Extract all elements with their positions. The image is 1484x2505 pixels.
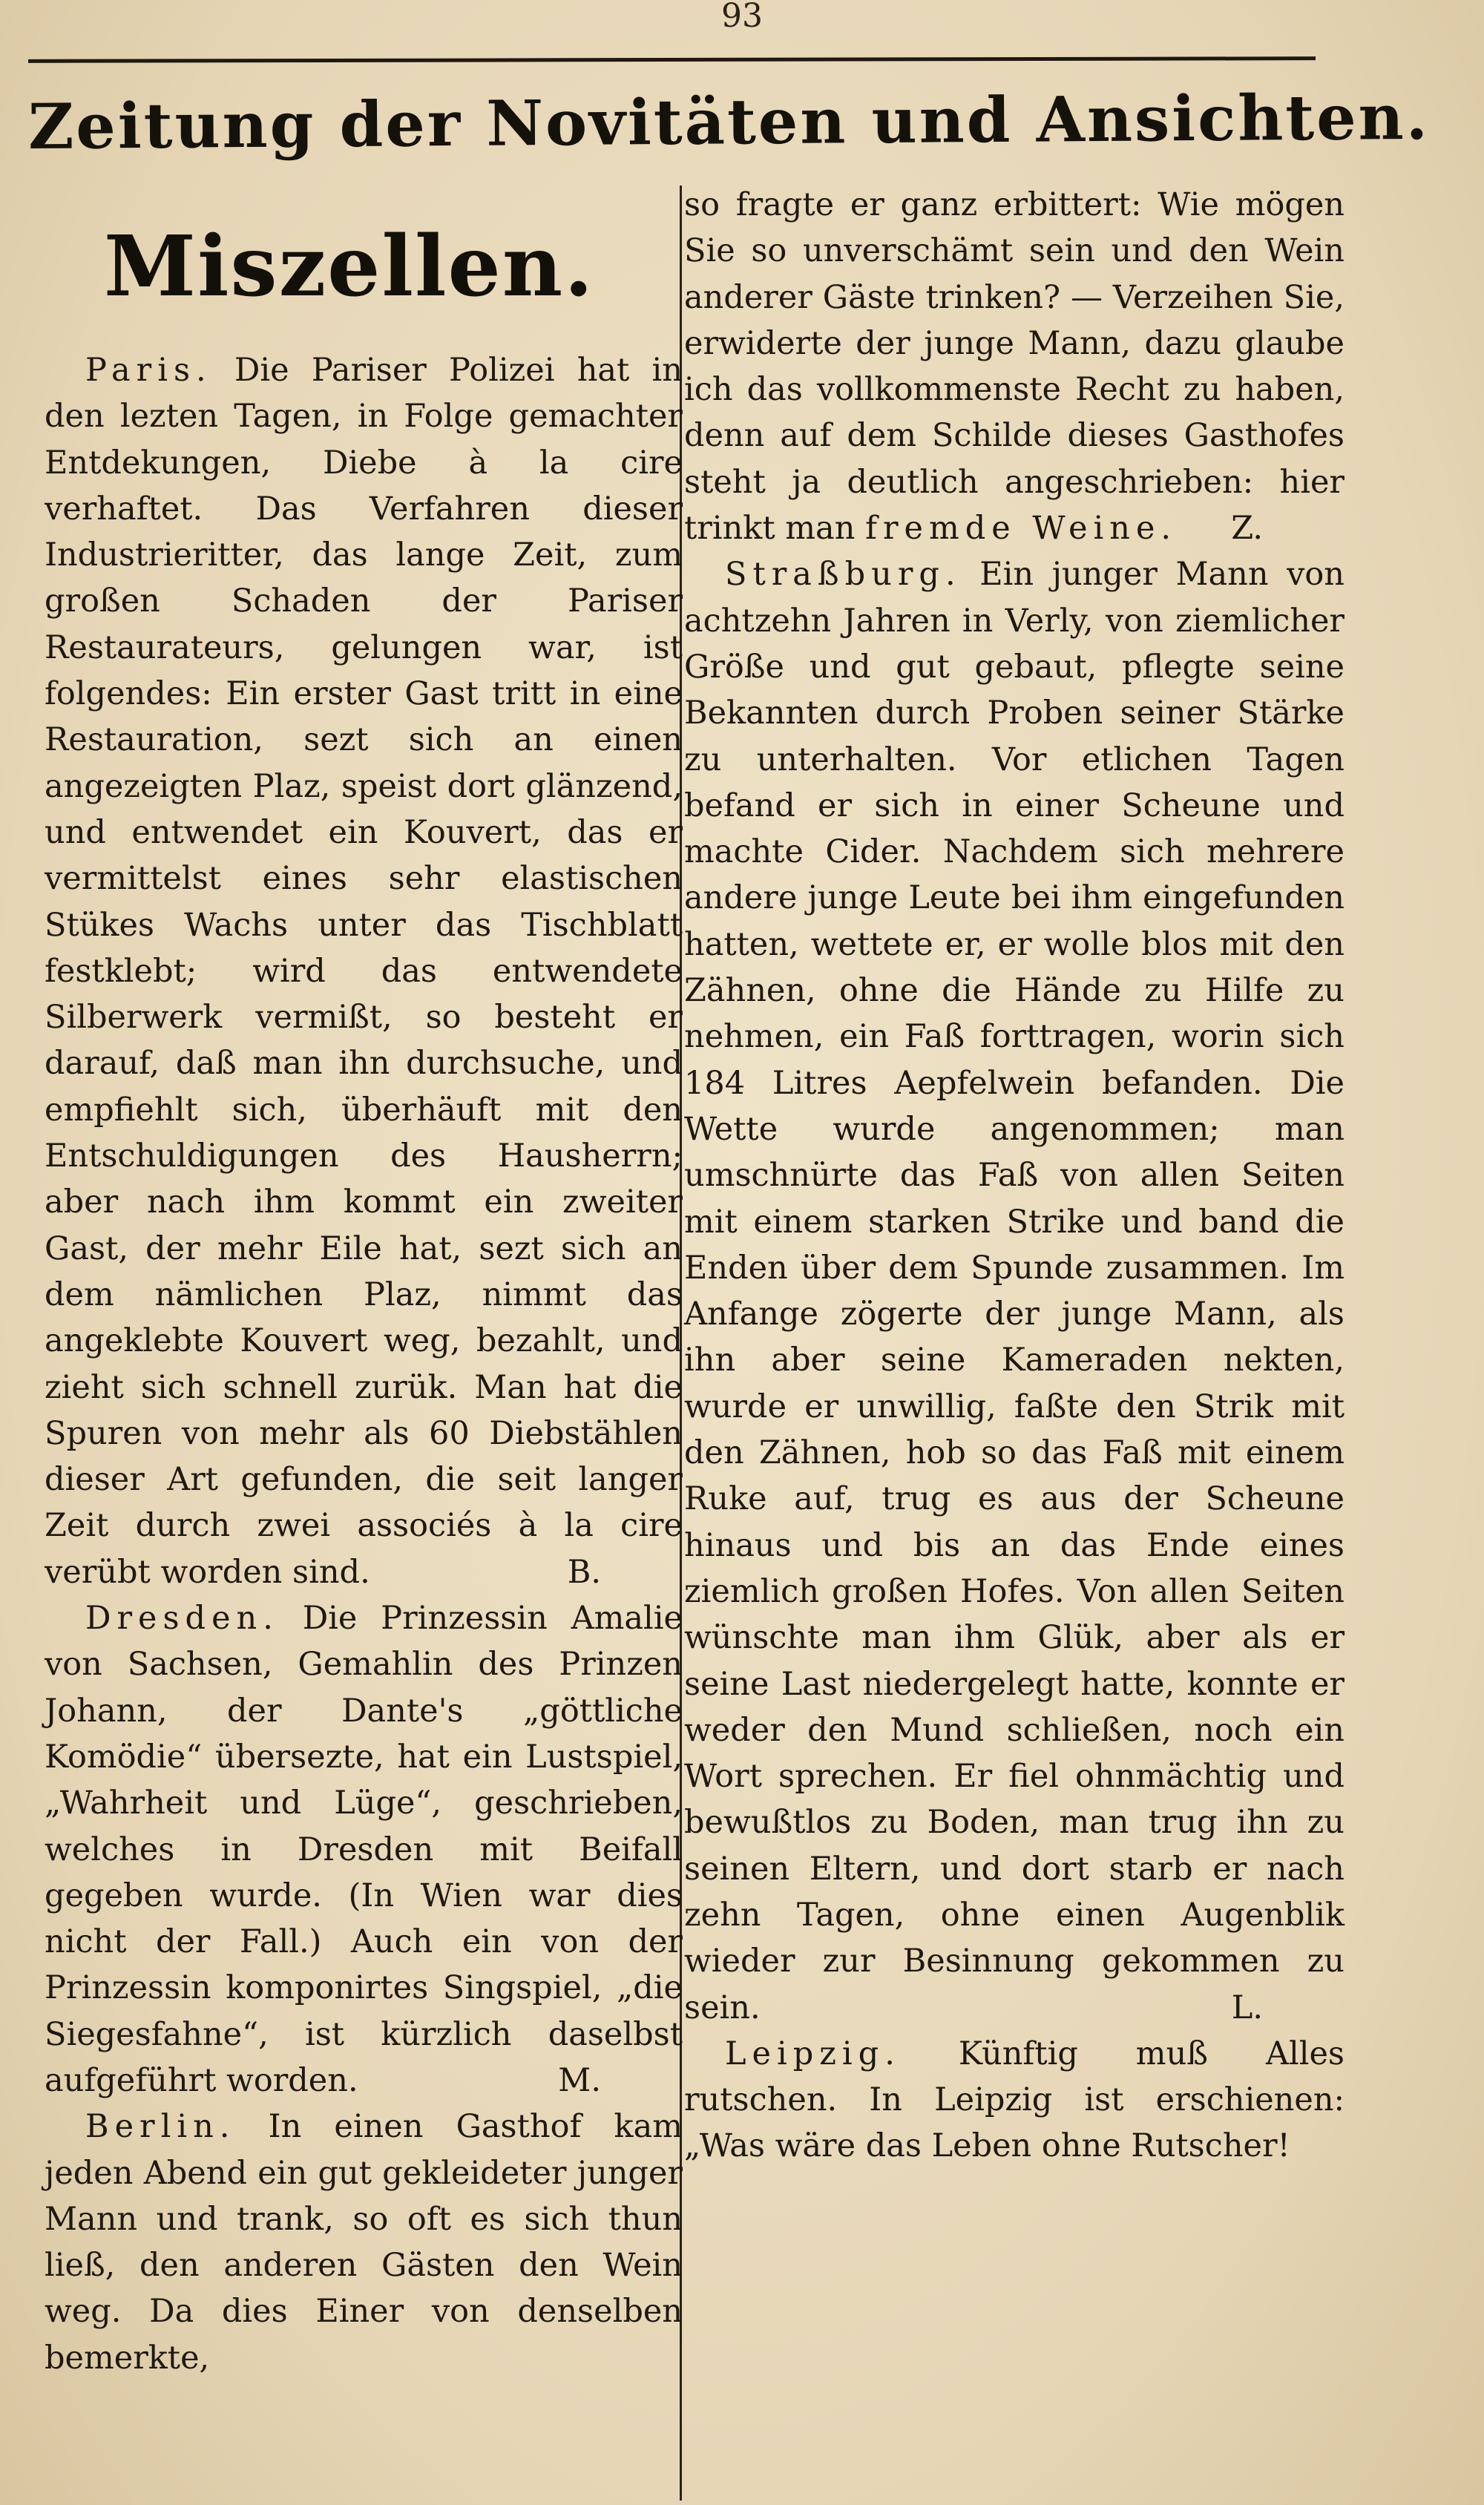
article-signature: B. [567, 1553, 601, 1591]
article-place: Straßburg. [725, 556, 962, 594]
article-paris [45, 347, 683, 1595]
article-signature: M. [558, 2061, 601, 2099]
article-signature: Z. [1231, 510, 1263, 548]
article-signature: L. [1231, 1989, 1263, 2026]
article-text: Die Pariser Polizei hat in den lezten Tagen, in Folge gemachter Entdekungen, Diebe à la cire verhaftet. Das Verfahren dieser Industrieritter, das lange Zeit, zum großen Schaden der Pariser Restaurateurs, gelungen war, ist folgendes: Ein erster Gast tritt in eine Restauration, sezt sich an einen angezeigten Plaz, speist dort glänzend, und entwendet ein Kouvert, das er vermittelst eines sehr elastischen Stükes Wachs unter das Tischblatt festklebt; wird das entwendete Silberwerk vermißt, so besteht er darauf, daß man ihn durchsuche, und empfiehlt sich, überhäuft mit den Entschuldigungen des Hausherrn; aber nach ihm kommt ein zweiter Gast, der mehr Eile hat, sezt sich an dem nämlichen Plaz, nimmt das angeklebte Kouvert weg, bezahlt, und zieht sich schnell zurük. Man hat die Spuren von mehr als 60 Diebstählen dieser Art gefunden, die seit langer Zeit durch zwei associés à la cire verübt worden sind. [45, 352, 683, 1591]
article-dresden [45, 1595, 683, 2104]
article-place: Berlin. [85, 2108, 236, 2146]
article-berlin-continued [684, 182, 1345, 551]
article-strassburg [684, 551, 1345, 2031]
article-place: Leipzig. [725, 2035, 901, 2072]
article-place: Dresden. [85, 1600, 279, 1638]
article-text: so fragte er ganz erbittert: Wie mögen Sie so unverschämt sein und den Wein anderer Gäste trinken? — Verzeihen Sie, erwiderte der junge Mann, dazu glaube ich das vollkommenste Recht zu haben, denn auf dem Schilde dieses Gasthofes steht ja deutlich angeschrieben: hier trinkt man [684, 186, 1345, 548]
article-berlin [45, 2104, 683, 2381]
article-text: Ein junger Mann von achtzehn Jahren in Verly, von ziemlicher Größe und gut gebaut, pflegte seine Bekannten durch Proben seiner Stärke zu unterhalten. Vor etlichen Tagen befand er sich in einer Scheune und machte Cider. Nachdem sich mehrere andere junge Leute bei ihm eingefunden hatten, wettete er, er wolle blos mit den Zähnen, ohne die Hände zu Hilfe zu nehmen, ein Faß forttragen, worin sich 184 Litres Aepfelwein befanden. Die Wette wurde angenommen; man umschnürte das Faß von allen Seiten mit einem starken Strike und band die Enden über dem Spunde zusammen. Im Anfange zögerte der junge Mann, als ihn aber seine Kameraden nekten, wurde er unwillig, faßte den Strik mit den Zähnen, hob so das Faß mit einem Ruke auf, trug es aus der Scheune hinaus und bis an das Ende eines ziemlich großen Hofes. Von allen Seiten wünschte man ihm Glük, aber als er seine Last niedergelegt hatte, konnte er weder den Mund schließen, noch ein Wort sprechen. Er fiel ohnmächtig und bewußtlos zu Boden, man trug ihn zu seinen Eltern, und dort starb er nach zehn Tagen, ohne einen Augenblik wieder zur Besinnung gekommen zu sein. [684, 556, 1345, 2026]
left-column [45, 186, 683, 2486]
article-text: In einen Gasthof kam jeden Abend ein gut gekleideter junger Mann und trank, so oft es sich thun ließ, den anderen Gästen den Wein weg. Da dies Einer von denselben bemerkte, [45, 2108, 683, 2377]
right-column [684, 182, 1345, 2482]
section-title: Miszellen. [104, 218, 595, 315]
masthead-title: Zeitung der Novitäten und Ansichten. [27, 79, 1431, 164]
header-rule [28, 56, 1316, 63]
article-place: Paris. [85, 352, 212, 389]
article-text: Künftig muß Alles rutschen. In Leipzig ist erschienen: „Was wäre das Leben ohne Rutscher! [684, 2035, 1345, 2165]
page-number: 93 [721, 0, 763, 35]
article-emphasis: fremde Weine. [865, 510, 1178, 548]
article-text: Die Prinzessin Amalie von Sachsen, Gemahlin des Prinzen Johann, der Dante's „göttliche Komödie“ übersezte, hat ein Lustspiel, „Wahrheit und Lüge“, geschrieben, welches in Dresden mit Beifall gegeben wurde. (In Wien war dies nicht der Fall.) Auch ein von der Prinzessin komponirtes Singspiel, „die Siegesfahne“, ist kürzlich daselbst aufgeführt worden. [45, 1600, 683, 2099]
article-leipzig [684, 2031, 1345, 2170]
